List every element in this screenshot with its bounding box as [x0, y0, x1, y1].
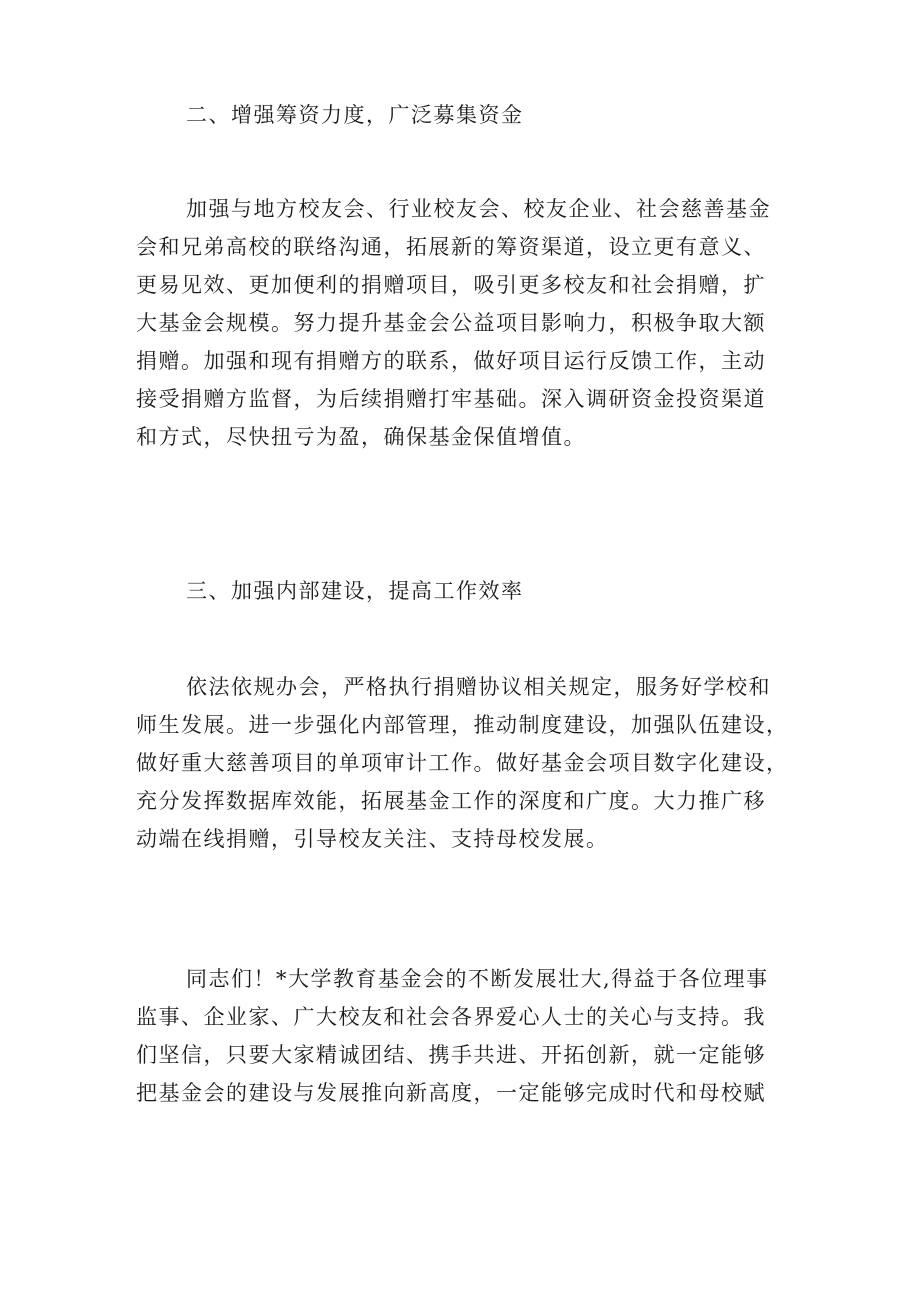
text-line: 充分发挥数据库效能，拓展基金工作的深度和广度。大力推广移: [136, 789, 766, 813]
text-line: 和方式，尽快扭亏为盈，确保基金保值增值。: [136, 425, 586, 449]
text-line: 监事、企业家、广大校友和社会各界爱心人士的关心与支持。我: [136, 1005, 766, 1029]
text-line: 依法依规办会，严格执行捐赠协议相关规定，服务好学校和: [186, 675, 771, 699]
text-line: 把基金会的建设与发展推向新高度，一定能够完成时代和母校赋: [136, 1081, 766, 1105]
text-line: 加强与地方校友会、行业校友会、校友企业、社会慈善基金: [186, 197, 771, 221]
text-line: 大基金会规模。努力提升基金会公益项目影响力，积极争取大额: [136, 311, 766, 335]
text-line: 接受捐赠方监督，为后续捐赠打牢基础。深入调研资金投资渠道: [136, 387, 766, 411]
section-heading-fundraising: 二、增强筹资力度，广泛募集资金: [186, 103, 524, 127]
paragraph-fundraising: [136, 190, 796, 456]
text-line: 动端在线捐赠，引导校友关注、支持母校发展。: [136, 827, 609, 851]
text-line: 捐赠。加强和现有捐赠方的联系，做好项目运行反馈工作，主动: [136, 349, 766, 373]
paragraph-internal-building: [136, 668, 796, 858]
text-line: 同志们！*大学教育基金会的不断发展壮大,得益于各位理事: [186, 967, 769, 991]
section-heading-internal-building: 三、加强内部建设，提高工作效率: [186, 579, 524, 603]
text-line: 更易见效、更加便利的捐赠项目，吸引更多校友和社会捐赠，扩: [136, 273, 766, 297]
text-line: 们坚信，只要大家精诚团结、携手共进、开拓创新，就一定能够: [136, 1043, 766, 1067]
text-line: 师生发展。进一步强化内部管理，推动制度建设，加强队伍建设，: [136, 713, 789, 737]
paragraph-closing: [136, 960, 796, 1112]
text-line: 会和兄弟高校的联络沟通，拓展新的筹资渠道，设立更有意义、: [136, 235, 766, 259]
text-line: 做好重大慈善项目的单项审计工作。做好基金会项目数字化建设，: [136, 751, 789, 775]
